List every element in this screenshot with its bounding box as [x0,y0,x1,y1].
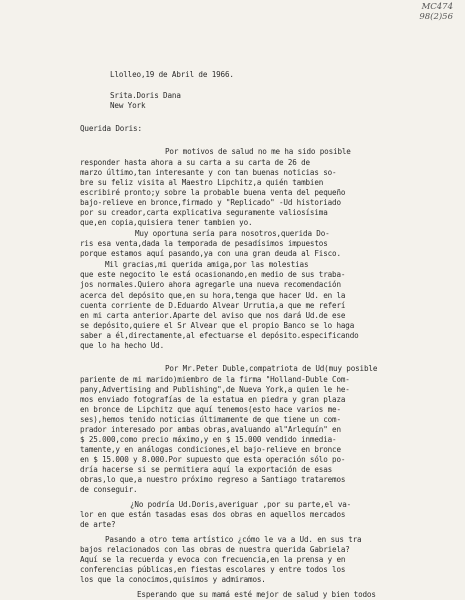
body-line: conferencias públicas,en fiestas escolares y entre todos los [80,565,346,574]
recipient-city: New York [110,101,146,110]
body-line: escribiré pronto;y sobre la probable buena venta del pequeño [80,188,346,197]
annotation-line-2: 98(2)56 [419,12,453,22]
body-line: que,en copia,quisiera tener tambien yo. [80,218,253,227]
body-line: saber a él,directamente,al efectuarse el depósito.especificando [80,331,359,340]
body-line: jos normales.Quiero ahora agregarle una nueva recomendación [80,280,341,289]
body-line: responder hasta ahora a su carta a su carta de 26 de [80,158,310,167]
body-line: Esperando que su mamá esté mejor de salud y bien todos [137,590,376,599]
body-line: cuenta corriente de D.Eduardo Alvear Urrutia,a que me referí [80,301,346,310]
annotation-line-1: MC474 [421,2,453,12]
body-line: pany,Advertising and Publishing",de Nueva York,a quien le he- [80,385,350,394]
body-line: $ 25.000,como precio máximo,y en $ 15.000 vendido inmedia- [80,435,337,444]
body-line: Por Mr.Peter Duble,compatriota de Ud(muy posible [165,364,378,373]
body-line: Muy oportuna sería para nosotros,querida Do- [135,229,330,238]
body-line: bajo-relieve en bronce,firmado y "Replicado" -Ud historiado [80,198,341,207]
body-line: en bronce de Lipchitz que aquí tenemos(esto hace varios me- [80,405,341,414]
body-line: dría hacerse si se permitiera aquí la exportación de esas [80,465,333,474]
body-line: Mil gracias,mi querida amiga,por las molestias [105,260,309,269]
body-line: ¿No podría Ud.Doris,averiguar ,por su parte,el va- [130,500,352,509]
body-line: en $ 15.000 y 8.000.Por supuesto que esta operación sólo po- [80,455,346,464]
body-line: prador interesado por ambas obras,avaluando al"Arlequín" en [80,425,341,434]
recipient-name: Srita.Doris Dana [110,91,181,100]
date-line: Llolleo,19 de Abril de 1966. [110,70,234,79]
body-line: lor en que están tasadas esas dos obras en aquellos mercados [80,510,346,519]
body-line: en mi carta anterior.Aparte del aviso que nos dará Ud.de ese [80,311,346,320]
body-line: los que la conocimos,quisimos y admiramos. [80,575,266,584]
body-line: acerca del depósito que,en su hora,tenga que hacer Ud. en la [80,291,346,300]
body-line: bajos relacionados con las obras de nuestra querida Gabriela? [80,545,350,554]
body-line: marzo último,tan interesante y con tan buenas noticias so- [80,168,337,177]
body-line: ses),hemos tenido noticias últimamente de que tiene un com- [80,415,341,424]
body-line: pariente de mi marido)miembro de la firma "Holland-Duble Com- [80,375,350,384]
body-line: se depósito,quiere el Sr Alvear que el propio Banco se lo haga [80,321,355,330]
body-line: de arte? [80,520,116,529]
body-line: Pasando a otro tema artístico ¿cómo le va a Ud. en sus tra [105,535,362,544]
salutation: Querida Doris: [80,124,142,133]
body-line: Aquí se la recuerda y evoca con frecuencia,en la prensa y en [80,555,346,564]
body-line: ris esa venta,dada la temporada de pesadísimos impuestos [80,239,328,248]
body-line: bre su feliz visita al Maestro Lipchitz,a quién tambien [80,178,324,187]
body-line: obras,lo que,a nuestro próximo regreso a Santiago trataremos [80,475,346,484]
body-line: tamente,y en análogas condiciones,el bajo-relieve en bronce [80,445,341,454]
archive-annotation [419,2,453,22]
body-line: por su creador,carta explicativa seguramente valiosísima [80,208,328,217]
body-line: que este negocito le está ocasionando,en medio de sus traba- [80,270,346,279]
body-line: Por motivos de salud no me ha sido posible [165,147,351,156]
body-line: mos enviado fotografías de la estatua en piedra y gran plaza [80,395,346,404]
body-line: de conseguir. [80,485,138,494]
body-line: que lo ha hecho Ud. [80,341,165,350]
body-line: porque estamos aquí pasando,ya con una gran deuda al Fisco. [80,249,341,258]
